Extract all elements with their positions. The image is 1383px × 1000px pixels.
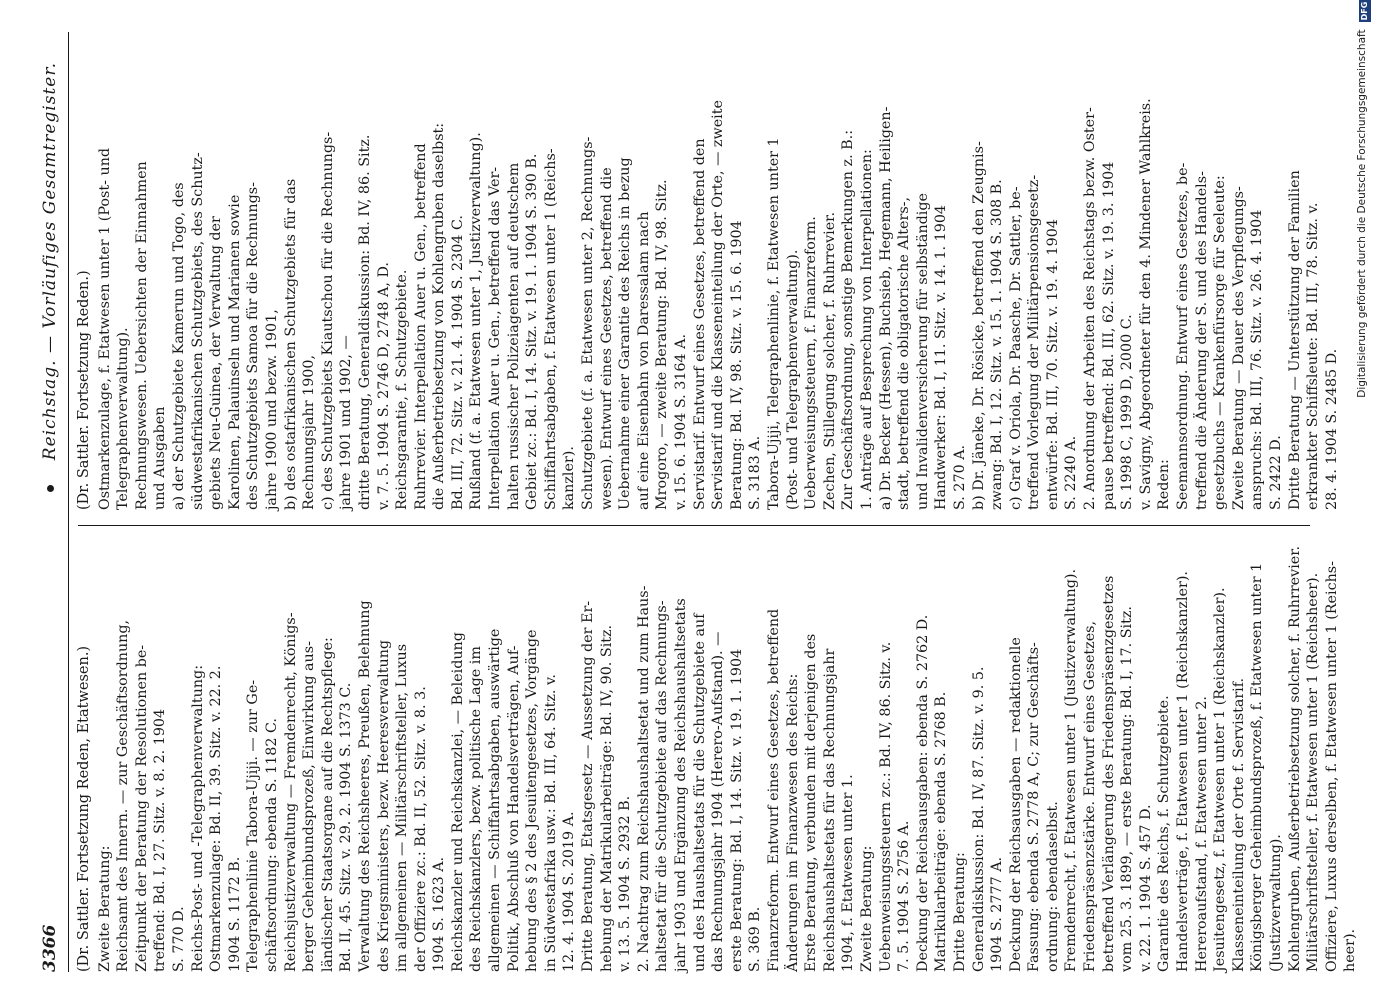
- text-line: Handwerker: Bd. I, 11. Sitz. v. 14. 1. 1904: [933, 204, 950, 510]
- text-line: S. 770 D.: [170, 906, 187, 972]
- text-line: Reichsjustizverwaltung — Fremdenrecht, Königs-: [282, 612, 299, 972]
- text-line: c) Graf v. Oriola, Dr. Paasche, Dr. Sattler, be-: [1007, 186, 1024, 510]
- text-line: und des Haushaltsetats für die Schutzgebiete auf: [691, 613, 708, 972]
- text-line: Matrikularbeiträge: ebenda S. 2768 B.: [933, 691, 950, 972]
- text-line: Fremdenrecht, f. Etatwesen unter 1 (Justizverwaltung).: [1063, 569, 1080, 972]
- text-line: c) des Schutzgebiets Kiautschou für die Rechnungs-: [319, 131, 336, 510]
- text-line: S. 1998 C, 1999 D, 2000 C.: [1119, 314, 1136, 510]
- text-line: 1904 S. 1172 B.: [226, 856, 243, 972]
- text-line: Reichsgarantie, f. Schutzgebiete.: [394, 269, 411, 510]
- text-line: Reichshaushaltsetats für das Rechnungsjahr: [821, 648, 838, 972]
- text-line: Hereroaufstand, f. Etatwesen unter 2.: [1193, 696, 1210, 972]
- text-line: Rußland (f. a. Etatwesen unter 1, Justizverwaltung).: [468, 132, 485, 510]
- text-line: Bd. III, 72. Sitz. v. 21. 4. 1904 S. 2304 C.: [449, 215, 466, 510]
- text-line: und Invalidenversicherung für selbständige: [914, 193, 931, 510]
- text-line: Telegraphenverwaltung).: [115, 327, 132, 510]
- text-line: jahr 1903 und Ergänzung des Reichshaushaltsetats: [673, 598, 689, 972]
- text-line: S. 2240 A.: [1063, 435, 1080, 510]
- text-line: Uebenweisungssteuern zc.: Bd. IV, 86. Sitz. v.: [877, 641, 894, 972]
- text-line: Deckung der Reichsausgaben: ebenda S. 2762 D.: [914, 614, 931, 972]
- text-line: (Post- und Telegraphenverwaltung).: [784, 249, 801, 510]
- text-line: Änderungen im Finanzwesen des Reichs:: [784, 673, 801, 972]
- text-line: Ostmarkenzulage, f. Etatwesen unter 1 (Post- und: [96, 147, 113, 510]
- text-line: 1904 S. 2777 A.: [989, 856, 1006, 972]
- left-column: [75, 540, 1359, 972]
- text-line: Reichskanzler und Reichskanzlei, — Beleidung: [449, 632, 466, 972]
- text-line: pause betreffend: Bd. III, 62. Sitz. v. 19. 3. 1904: [1100, 161, 1117, 510]
- left-column-body: [96, 540, 1360, 972]
- text-line: Zeitpunkt der Beratung der Resolutionen be-: [133, 644, 150, 972]
- text-line: gesetzbuchs — Krankenfürsorge für Seeleute:: [1212, 175, 1229, 510]
- text-line: Königsberger Geheimbundsprozeß, f. Etatwesen unter 1: [1249, 562, 1266, 972]
- text-line: a) der Schutzgebiete Kamerun und Togo, des: [170, 182, 187, 510]
- text-line: schäftsordnung: ebenda S. 1182 C.: [263, 718, 280, 972]
- column-divider: [78, 525, 1310, 526]
- text-line: Deckung der Reichsausgaben — redaktionelle: [1007, 637, 1024, 972]
- text-line: des Reichskanzlers, bezw. politische Lage im: [468, 646, 485, 972]
- text-line: des Schutzgebiets Samoa für die Rechnungs-: [245, 182, 262, 510]
- text-line: Dritte Beratung — Unterstützung der Familien: [1286, 170, 1303, 510]
- text-line: Offiziere, Luxus derselben, f. Etatwesen unter 1 (Reichs-: [1323, 561, 1340, 972]
- text-line: (Justizverwaltung).: [1268, 834, 1284, 972]
- text-line: S. 369 B.: [747, 906, 764, 972]
- text-line: halten russischer Polizeiagenten auf deutschem: [505, 162, 522, 510]
- text-line: in Südwestafrika usw.: Bd. III, 64. Sitz. v.: [542, 674, 559, 972]
- text-line: Ruhrrevier. Interpellation Auer u. Gen., betreffend: [412, 143, 429, 510]
- text-line: Fassung: ebenda S. 2778 A, C; zur Geschäfts-: [1026, 642, 1043, 972]
- text-line: v. Savigny, Abgeordneter für den 4. Mindener Wahlkreis.: [1137, 98, 1154, 510]
- text-line: Rechnungsjahr 1900,: [301, 354, 318, 510]
- text-line: b) des ostafrikanischen Schutzgebiets für das: [282, 178, 299, 510]
- text-line: S. 270 A.: [951, 444, 968, 510]
- text-line: auf eine Eisenbahn von Daressalam nach: [635, 211, 652, 510]
- text-line: kanzler).: [561, 446, 578, 510]
- text-line: Handelsverträge, f. Etatwesen unter 1 (Reichskanzler).: [1175, 571, 1192, 972]
- text-line: 12. 4. 1904 S. 2019 A.: [561, 811, 578, 972]
- text-line: Uebernahme einer Garantie des Reichs in bezug: [617, 157, 634, 510]
- text-line: S. 2422 D.: [1268, 435, 1284, 510]
- text-line: Garantie des Reichs, f. Schutzgebiete.: [1156, 695, 1173, 972]
- text-line: Gebiet zc.: Bd. I, 14. Sitz. v. 19. 1. 1904 S. 390 B.: [524, 153, 541, 510]
- text-line: und Ausgaben: [152, 406, 169, 510]
- text-line: Ostmarkenzulage: Bd. II, 39. Sitz. v. 22. 2.: [208, 665, 225, 972]
- text-line: b) Dr. Jäneke, Dr. Rösicke, betreffend den Zeugnis-: [970, 141, 987, 510]
- text-line: jahre 1900 und bezw. 1901,: [263, 309, 280, 510]
- text-line: 7. 5. 1904 S. 2756 A.: [896, 820, 913, 972]
- text-line: stadt, betreffend die obligatorische Alters-,: [896, 196, 913, 510]
- text-line: berger Geheimbundsprozeß, Einwirkung aus-: [301, 641, 318, 972]
- text-line: Militärschriftsteller, f. Etatwesen unter 1 (Reichsheer).: [1305, 572, 1322, 972]
- text-line: S. 3183 A.: [747, 435, 764, 510]
- text-line: erste Beratung: Bd. I, 14. Sitz. v. 19. 1. 1904: [728, 648, 745, 972]
- text-line: wesen). Entwurf eines Gesetzes, betreffend die: [598, 167, 615, 510]
- text-line: Seemannsordnung. Entwurf eines Gesetzes, be-: [1175, 162, 1192, 510]
- text-line: heer).: [1342, 928, 1359, 972]
- text-line: betreffend Verlängerung des Friedenspräsenzgesetzes: [1100, 575, 1117, 972]
- text-line: Mrogoro, — zweite Beratung: Bd. IV, 98. Sitz.: [654, 179, 671, 510]
- text-line: hebung der Matrikularbeiträge: Bd. IV, 90. Sitz.: [598, 624, 615, 972]
- right-column-heading: (Dr. Sattler. Fortsetzung Reden.): [76, 270, 92, 510]
- text-line: Schutzgebiete (f. a. Etatwesen unter 2, Rechnungs-: [580, 136, 597, 510]
- text-line: treffend die Änderung der S. und des Handels-: [1193, 171, 1210, 510]
- text-line: Schiffahrtsabgaben, f. Etatwesen unter 1 (Reichs-: [542, 148, 559, 510]
- text-line: a) Dr. Becker (Hessen), Buchsieb, Hegemann, Heiligen-: [877, 106, 894, 510]
- text-line: Dritte Beratung, Etatsgesetz — Aussetzung der Er-: [580, 600, 597, 972]
- text-line: südwestafrikanischen Schutzgebiets, des Schutz-: [189, 152, 206, 510]
- text-line: haltsetat für die Schutzgebiete auf das Rechnungs-: [654, 600, 671, 972]
- text-line: 28. 4. 1904 S. 2485 D.: [1323, 348, 1340, 510]
- text-line: Beratung: Bd. IV, 98. Sitz. v. 15. 6. 1904: [728, 220, 745, 510]
- text-line: im allgemeinen — Militärschriftsteller, Luxus: [394, 643, 411, 972]
- text-line: Zweite Beratung:: [96, 845, 113, 972]
- page-number: 3366: [40, 924, 60, 972]
- text-line: 2. Anordnung der Arbeiten des Reichstags bezw. Oster-: [1082, 107, 1099, 510]
- text-line: Rechnungswesen. Uebersichten der Einnahmen: [133, 161, 150, 510]
- text-line: v. 15. 6. 1904 S. 3164 A.: [673, 333, 689, 510]
- text-line: ländischer Staatsorgane auf die Rechtspflege:: [319, 637, 336, 972]
- text-line: Politik, Abschluß von Handelsverträgen, Auf-: [505, 645, 522, 972]
- text-line: vom 25. 3. 1899, — erste Beratung: Bd. I, 17. Sitz.: [1119, 606, 1136, 972]
- text-line: v. 22. 1. 1904 S. 457 D.: [1137, 804, 1154, 972]
- text-line: Verwaltung des Reichsheeres, Preußen, Belehnung: [356, 600, 373, 972]
- text-line: das Rechnungsjahr 1904 (Herero-Aufstand). —: [710, 631, 727, 972]
- text-line: Ueberweisungssteuern, f. Finanzreform.: [803, 216, 820, 510]
- text-line: Servistarif und die Klasseneinteilung der Orte, — zweite: [710, 100, 727, 510]
- text-line: Reden:: [1156, 459, 1173, 510]
- text-line: Zur Geschäftsordnung, sonstige Bemerkungen z. B.:: [840, 129, 857, 510]
- text-line: Kohlengruben, Außerbetriebsetzung solcher, f. Ruhrrevier.: [1286, 545, 1303, 972]
- text-line: Reichsamt des Innern. — zur Geschäftsordnung,: [115, 619, 132, 972]
- text-line: hebung des § 2 des Jesuitengesetzes, Vorgänge: [524, 629, 541, 972]
- text-line: Interpellation Auer u. Gen., betreffend das Ver-: [487, 166, 504, 510]
- page-header: [40, 32, 70, 972]
- text-line: 1904 S. 1623 A.: [431, 856, 448, 972]
- right-column-body: [96, 58, 1342, 510]
- text-line: Tabora-Ujiji, Telegraphenlinie, f. Etatwesen unter 1: [765, 137, 782, 510]
- text-line: dritte Beratung, Generaldiskussion: Bd. IV, 86. Sitz.: [356, 134, 373, 510]
- text-line: entwürfe: Bd. III, 70. Sitz. v. 19. 4. 1904: [1044, 219, 1061, 510]
- text-line: die Außerbetriebsetzung von Kohlengruben daselbst:: [431, 122, 448, 510]
- text-line: Karolinen, Palauinseln und Marianen sowie: [226, 194, 243, 510]
- footer-credit-text: Digitalisierung gefördert durch die Deutsche Forschungsgemeinschaft: [1356, 29, 1368, 398]
- text-line: Bd. II, 45. Sitz. v. 29. 2. 1904 S. 1373 C.: [338, 682, 355, 972]
- text-line: erkrankter Schiffsleute: Bd. III, 78. Sitz. v.: [1305, 202, 1322, 510]
- text-line: anspruchs: Bd. III, 76. Sitz. v. 26. 4. 1904: [1249, 209, 1266, 510]
- footer-credit: [1356, 0, 1376, 1000]
- text-line: ordnung: ebendaselbst.: [1044, 801, 1061, 972]
- text-line: Zweite Beratung — Dauer des Verpflegungs-: [1230, 186, 1247, 510]
- text-line: treffend Vorlegung der Militärpensionsgesetz-: [1026, 174, 1043, 510]
- text-line: Telegraphenlinie Tabora-Ujiji. — zur Ge-: [245, 679, 262, 972]
- text-line: treffend: Bd. I, 27. Sitz. v. 8. 2. 1904: [152, 708, 169, 972]
- left-column-heading: (Dr. Sattler. Fortsetzung Reden, Etatwesen.): [76, 645, 92, 972]
- text-line: gebiets Neu-Guinea, der Verwaltung der: [208, 216, 225, 510]
- header-dot: [47, 485, 54, 492]
- text-line: v. 7. 5. 1904 S. 2746 D, 2748 A, D.: [375, 262, 392, 510]
- text-line: jahre 1901 und 1902, —: [338, 335, 355, 510]
- text-line: Jesuitengesetz, f. Etatwesen unter 1 (Reichskanzler).: [1212, 587, 1229, 972]
- text-line: der Offiziere zc.: Bd. II, 52. Sitz. v. 8. 3.: [412, 686, 429, 972]
- header-rule: [68, 32, 69, 972]
- text-line: Servistarif. Entwurf eines Gesetzes, betreffend den: [691, 138, 708, 510]
- text-line: v. 13. 5. 1904 S. 2932 B.: [617, 795, 634, 972]
- running-head: Reichstag. — Vorläufiges Gesamtregister.: [40, 62, 60, 461]
- text-line: 2. Nachtrag zum Reichshaushaltsetat und zum Haus-: [635, 585, 652, 972]
- right-column: [75, 58, 1340, 510]
- text-line: Generaldiskussion: Bd. IV, 87. Sitz. v. 9. 5.: [970, 666, 987, 972]
- text-line: Zechen, Stillegung solcher, f. Ruhrrevier.: [821, 212, 838, 510]
- text-line: Dritte Beratung:: [951, 852, 968, 972]
- text-line: zwang: Bd. I, 12. Sitz. v. 15. 1. 1904 S. 308 B.: [989, 179, 1006, 510]
- text-line: des Kriegsministers, bezw. Heeresverwaltung: [375, 639, 392, 972]
- dfg-logo-icon: DFG: [1360, 1, 1369, 21]
- text-line: Erste Beratung, verbunden mit derjenigen des: [803, 633, 820, 972]
- text-line: 1. Anträge auf Besprechung von Interpellationen:: [858, 149, 875, 510]
- text-line: Finanzreform. Entwurf eines Gesetzes, betreffend: [765, 608, 782, 972]
- text-line: Friedenspräsenzstärke. Entwurf eines Gesetzes,: [1082, 620, 1099, 972]
- text-line: Zweite Beratung:: [858, 845, 875, 972]
- text-line: 1904, f. Etatwesen unter 1.: [840, 774, 857, 972]
- text-line: Klasseneinteilung der Orte f. Servistarif.: [1230, 677, 1247, 972]
- text-line: allgemeinen — Schiffahrtsabgaben, auswärtige: [487, 628, 504, 972]
- text-line: Reichs-Post- und -Telegraphenverwaltung:: [189, 664, 206, 972]
